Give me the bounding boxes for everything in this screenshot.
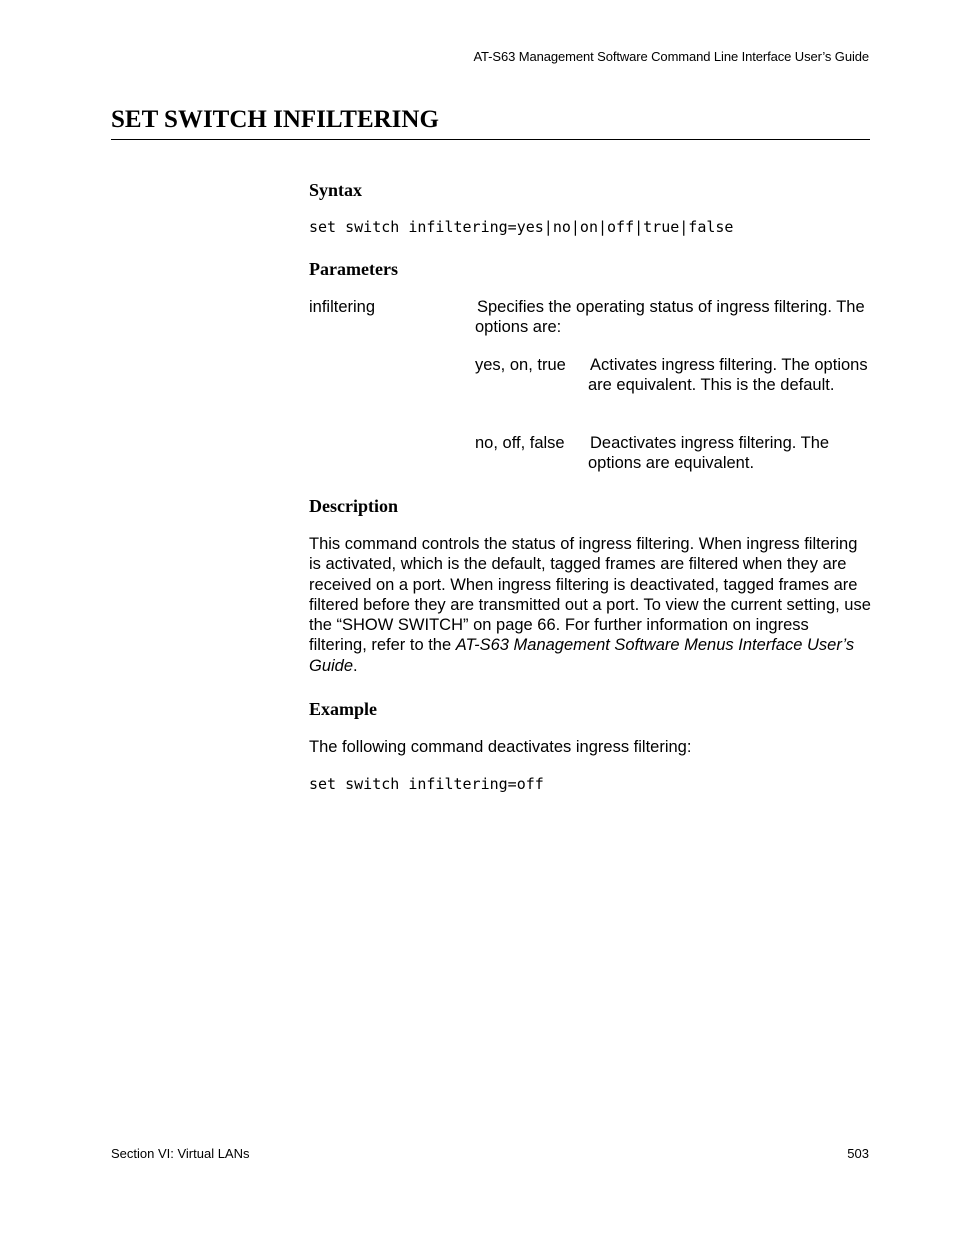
guide-reference: AT-S63 Management Software Menus Interface User’s Guide [309, 636, 855, 675]
syntax-heading: Syntax [309, 180, 363, 200]
option-description: Activates ingress filtering. The options are equivalent. This is the default. [588, 356, 868, 395]
description-paragraph [309, 534, 871, 676]
parameter-name: infiltering [309, 298, 376, 316]
description-heading: Description [309, 496, 398, 516]
footer-page-number: 503 [847, 1146, 869, 1161]
parameters-heading: Parameters [309, 259, 398, 279]
option-term: yes, on, true [475, 356, 566, 374]
parameter-description: Specifies the operating status of ingress filtering. The options are: [475, 298, 865, 337]
footer-section: Section VI: Virtual LANs [111, 1146, 250, 1161]
syntax-command: set switch infiltering=yes|no|on|off|true|false [309, 218, 734, 236]
description-text-end: . [353, 656, 358, 675]
description-text: This command controls the status of ingress filtering. When ingress filtering is activated, which is the default, tagged frames are filtered when they are received on a port. When ingress filtering is deactivated, tagged frames are filtered before they are transmitted out a port. To view the current setting, use the “SHOW SWITCH” on page 66. For further information on ingress filtering, refer to the [309, 535, 871, 655]
running-header: AT-S63 Management Software Command Line Interface User’s Guide [473, 49, 869, 64]
example-heading: Example [309, 699, 378, 719]
option-description: Deactivates ingress filtering. The options are equivalent. [588, 434, 830, 473]
title-divider [111, 139, 870, 140]
option-term: no, off, false [475, 434, 565, 452]
example-command: set switch infiltering=off [309, 775, 544, 793]
example-intro: The following command deactivates ingress filtering: [309, 738, 692, 756]
page-title: SET SWITCH INFILTERING [111, 106, 439, 133]
